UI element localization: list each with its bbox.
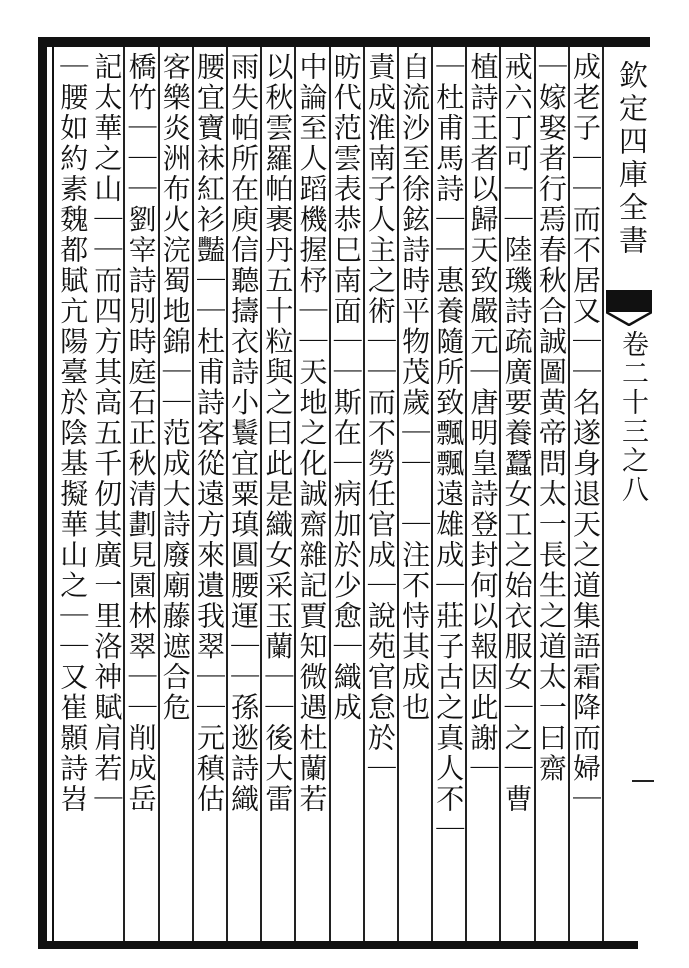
fold-marker <box>606 290 652 312</box>
text-column-16: ｜腰如約素魏都賦亢陽臺於陰基擬華山之｜｜又崔顥詩岧 <box>56 52 90 815</box>
column-divider <box>602 47 604 941</box>
text-column-8: 昉代范雲表恭巳南面｜｜斯在｜病加於少愈｜織成 <box>329 52 363 723</box>
fold-chevron-icon <box>606 312 652 326</box>
margin-rule <box>632 780 654 782</box>
text-column-12: 腰宜寶袜紅衫豔｜｜杜甫詩客從遠方來遺我翠｜｜元稹估 <box>192 52 226 815</box>
text-column-11: 雨失帕所在庾信聽擣衣詩小鬟宜粟瑱圓腰運｜｜孫逖詩織 <box>227 52 261 815</box>
text-column-2: ｜嫁娶者行焉春秋合誠圖黄帝問太一長生之道太一曰齋 <box>534 52 568 784</box>
text-column-13: 客樂炎洲布火浣蜀地錦｜｜范成大詩廢廟藤遮合危 <box>158 52 192 723</box>
page-border-top <box>38 37 650 47</box>
text-column-10: 以秋雲羅帕裹丹五十粒與之曰此是織女采玉蘭｜｜後大雷 <box>261 52 295 815</box>
text-column-4: 植詩王者以歸天致嚴元｜唐明皇詩登封何以報因此謝｜ <box>466 52 500 784</box>
text-column-14: 橋竹｜｜｜劉宰詩別時庭石正秋清劃見園林翠｜｜削成岳 <box>124 52 158 815</box>
text-column-9: 中論至人蹈機握杼｜｜天地之化誠齋雜記賈知微遇杜蘭若 <box>295 52 329 815</box>
page-border-bottom <box>38 941 638 949</box>
text-column-6: 自流沙至徐鉉詩時平物茂歲｜｜ ｜注不恃其成也 <box>398 52 432 723</box>
text-column-5: ｜杜甫馬詩｜｜惠養隨所致飄飄遠雄成｜莊子古之真人不｜ <box>432 52 466 845</box>
text-column-3: 戒六丁可｜｜陸璣詩疏廣要養蠶女工之始衣服女｜之｜曹 <box>500 52 534 815</box>
text-column-7: 責成淮南子人主之術｜｜而不勞任官成｜說苑官怠於｜ <box>363 52 397 784</box>
text-column-1: 成老子｜｜而不居又｜｜名遂身退天之道集語霜降而婦｜ <box>569 52 602 815</box>
volume-label: 卷二十三之八 <box>617 330 648 504</box>
page-border-left-inner <box>52 47 54 941</box>
book-title: 欽定四庫全書 <box>615 60 649 258</box>
text-column-15: 記太華之山｜｜而四方其高五千仞其廣一里洛神賦肩若｜ <box>90 52 124 815</box>
page-border-left <box>38 37 47 949</box>
